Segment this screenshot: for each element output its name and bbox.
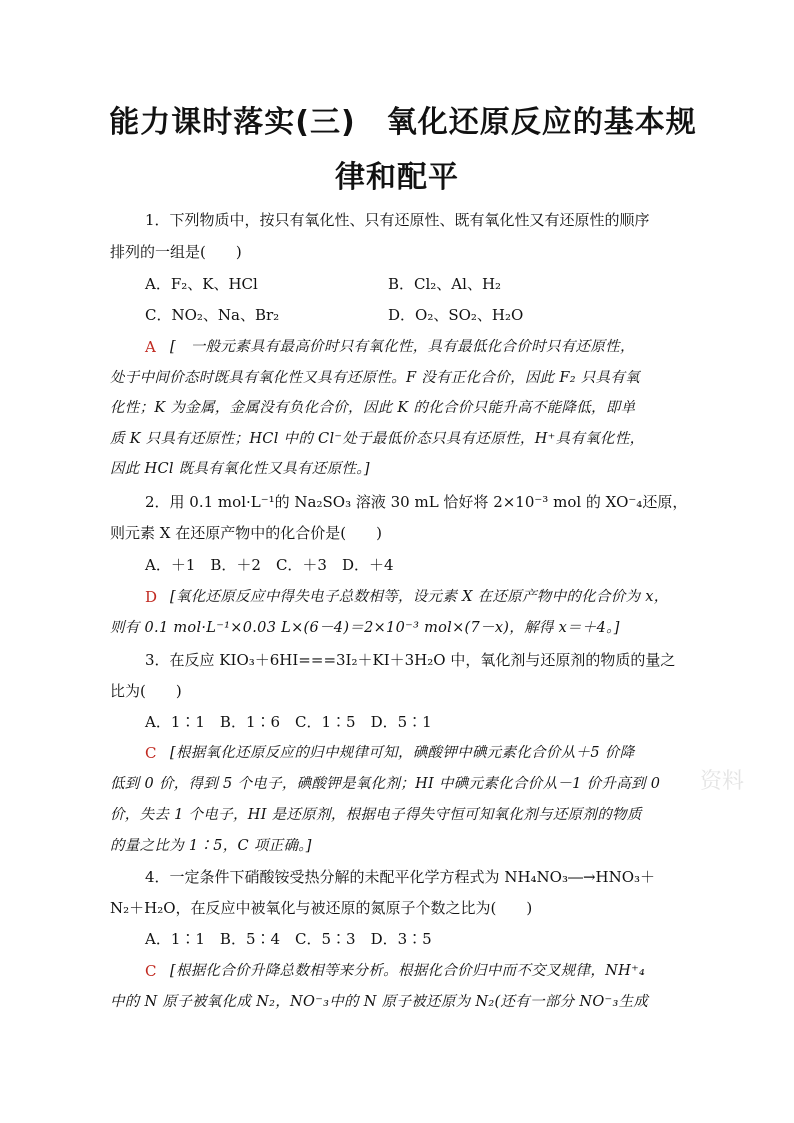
q2-explanation-line1: [氧化还原反应中得失电子总数相等，设元素 X 在还原产物中的化合价为 x，	[170, 589, 669, 605]
q1-explanation-line4: 质 K 只具有还原性；HCl 中的 Cl⁻处于最低价态只具有还原性，H⁺具有氧化性，	[110, 431, 645, 447]
q3-explanation-line4: 的量之比为 1∶5，C 项正确。]	[110, 838, 312, 854]
q4-stem-line2: N₂＋H₂O，在反应中被氧化与被还原的氮原子个数之比为( )	[110, 899, 533, 917]
q1-answer: A	[145, 338, 156, 356]
q1-option-d: D．O₂、SO₂、H₂O	[388, 306, 524, 324]
page-title-line1: 能力课时落实(三) 氧化还原反应的基本规	[109, 105, 697, 140]
q2-stem-line1: 2．用 0.1 mol·L⁻¹的 Na₂SO₃ 溶液 30 mL 恰好将 2×10⁻³ mol 的 XO⁻₄还原，	[145, 493, 688, 511]
q3-options: A．1∶1 B．1∶6 C．1∶5 D．5∶1	[145, 713, 432, 731]
page-title-line2: 律和配平	[335, 160, 459, 195]
q1-explanation-line3: 化性；K 为金属，金属没有负化合价，因此 K 的化合价只能升高不能降低，即单	[110, 400, 636, 416]
q1-explanation-line5: 因此 HCl 既具有氧化性又具有还原性。]	[110, 461, 370, 477]
q4-explanation-line2: 中的 N 原子被氧化成 N₂，NO⁻₃中的 N 原子被还原为 N₂(还有一部分 NO⁻₃生成	[110, 994, 649, 1010]
q3-explanation-line3: 价，失去 1 个电子，HI 是还原剂，根据电子得失守恒可知氧化剂与还原剂的物质	[110, 807, 642, 823]
q3-stem-line2: 比为( )	[110, 682, 182, 700]
q1-stem-line1: 1．下列物质中，按只有氧化性、只有还原性、既有氧化性又有还原性的顺序	[145, 211, 650, 229]
q2-answer: D	[145, 588, 158, 606]
q2-stem-line2: 则元素 X 在还原产物中的化合价是( )	[110, 524, 382, 542]
q4-options: A．1∶1 B．5∶4 C．5∶3 D．3∶5	[145, 930, 432, 948]
q2-explanation-line2: 则有 0.1 mol·L⁻¹×0.03 L×(6－4)＝2×10⁻³ mol×(7－x)，解得 x＝＋4。]	[110, 620, 620, 636]
watermark: 资料	[700, 769, 745, 794]
q3-explanation-line2: 低到 0 价，得到 5 个电子，碘酸钾是氧化剂；HI 中碘元素化合价从－1 价升高到 0	[110, 776, 661, 792]
q4-explanation-line1: [根据化合价升降总数相等来分析。根据化合价归中而不交叉规律，NH⁺₄	[170, 963, 646, 979]
q4-answer: C	[145, 962, 157, 980]
q1-explanation-line2: 处于中间价态时既具有氧化性又具有还原性。F 没有正化合价，因此 F₂ 只具有氧	[110, 370, 640, 386]
q3-stem-line1: 3．在反应 KIO₃＋6HI===3I₂＋KI＋3H₂O 中，氧化剂与还原剂的物质的量之	[145, 651, 676, 669]
q3-explanation-line1: [根据氧化还原反应的归中规律可知，碘酸钾中碘元素化合价从＋5 价降	[170, 745, 635, 761]
q2-options: A．＋1 B．＋2 C．＋3 D．＋4	[145, 556, 394, 574]
q1-stem-line2: 排列的一组是( )	[110, 243, 242, 261]
q1-explanation-line1: [ 一般元素具有最高价时只有氧化性，具有最低化合价时只有还原性，	[170, 339, 635, 355]
q1-option-c: C．NO₂、Na、Br₂	[145, 306, 280, 324]
q4-stem-line1: 4．一定条件下硝酸铵受热分解的未配平化学方程式为 NH₄NO₃―→HNO₃＋	[145, 868, 656, 886]
q1-option-b: B．Cl₂、Al、H₂	[388, 275, 502, 293]
q3-answer: C	[145, 744, 157, 762]
q1-option-a: A．F₂、K、HCl	[145, 275, 258, 293]
